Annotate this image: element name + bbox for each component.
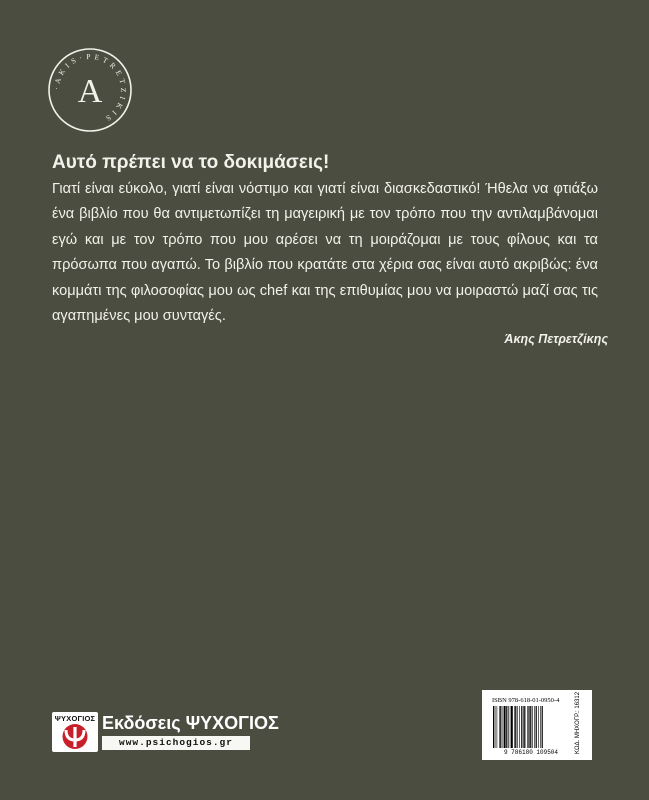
back-cover-heading: Αυτό πρέπει να το δοκιμάσεις! xyxy=(52,152,330,173)
barcode-digits: 9 786180 109504 xyxy=(503,749,558,756)
barcode-icon xyxy=(492,706,570,748)
seal-ring-text: · A K I S · P E T R E T Z I K I S xyxy=(51,51,129,124)
psi-logo-icon xyxy=(55,723,95,750)
publisher-logo xyxy=(52,712,98,752)
publisher-logo-text: ΨΥΧΟΓΙΟΣ xyxy=(54,714,96,723)
blurb-text: Γιατί είναι εύκολο, γιατί είναι νόστιμο και γιατί είναι διασκεδαστικό! Ήθελα να φτιάξω ένα βιβλίο που θα αντιμετωπίζει τη μαγειρική με τον τρόπο που την αντιλαμβάνομαι εγώ και με τον τρόπο που μου αρέσει να τη μοιράζομαι με τους φίλους και τα πρόσωπα που αγαπώ. Το βιβλίο που κρατάτε στα χέρια σας είναι αυτό ακριβώς: ένα κομμάτι της φιλοσοφίας μου ως chef και της επιθυμίας μου να μοιραστώ μαζί σας τις αγαπημένες μου συνταγές. xyxy=(52,181,598,325)
publisher-name: Εκδόσεις ΨΥΧΟΓΙΟΣ xyxy=(102,713,279,733)
seal-letter: A xyxy=(77,73,103,110)
product-code: ΚΩΔ. ΜΗΧΟΓΡ.: 16312 xyxy=(575,691,581,754)
publisher-url: www.psichogios.gr xyxy=(102,736,250,750)
seal-emblem-icon xyxy=(47,47,133,133)
isbn-text: ISBN 978-618-01-0950-4 xyxy=(492,697,560,704)
isbn-barcode-block xyxy=(482,690,592,760)
publisher-block xyxy=(52,712,279,752)
author-signature: Άκης Πετρετζίκης xyxy=(504,332,608,346)
